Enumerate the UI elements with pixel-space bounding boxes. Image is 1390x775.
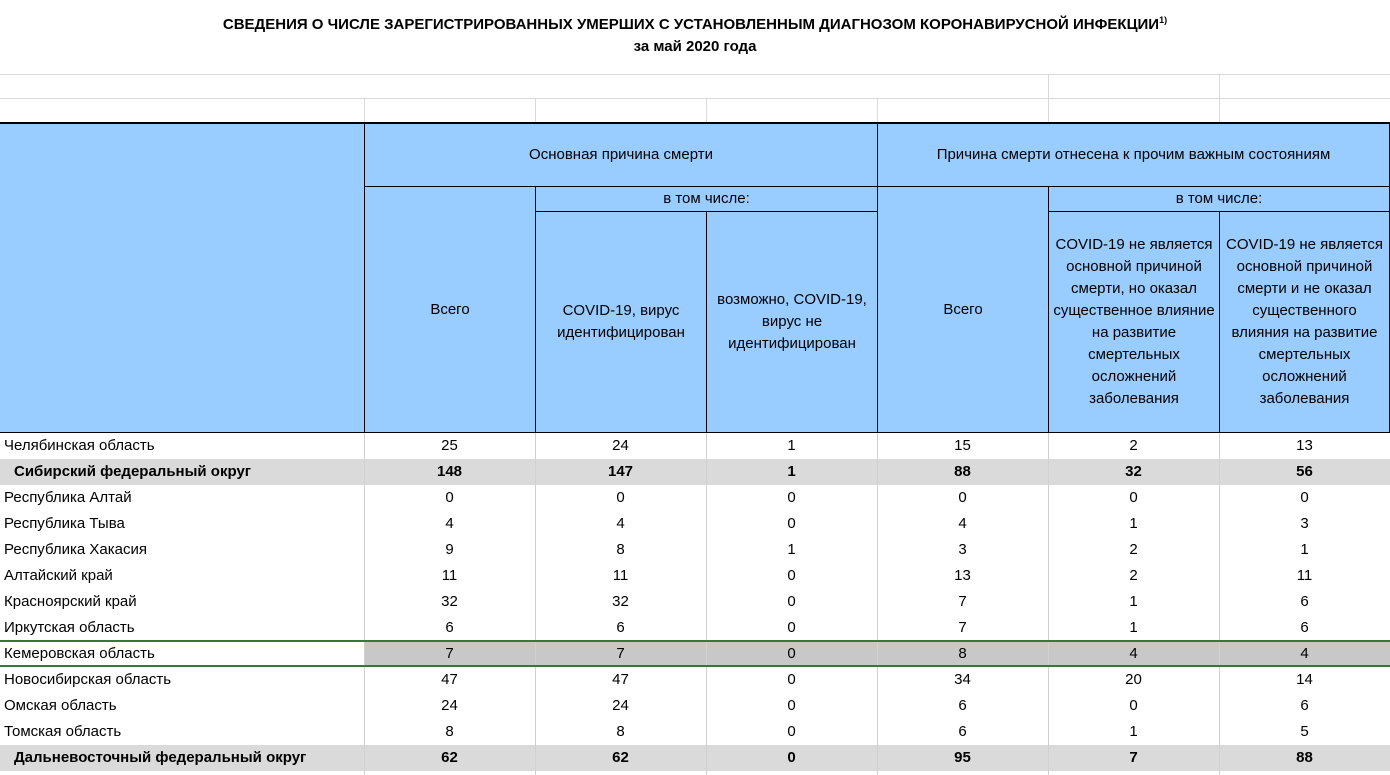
header-group-other-conditions: Причина смерти отнесена к прочим важным состояниям [877,122,1390,187]
value-cell[interactable]: 1 [1129,515,1138,532]
value-cell[interactable]: 8 [877,641,1048,667]
value-cell[interactable]: 6 [1300,619,1309,636]
row-selection-top [0,640,1390,642]
value-cell[interactable]: 95 [954,749,971,766]
value-cell[interactable]: 0 [706,641,877,667]
value-cell[interactable]: 62 [612,749,629,766]
value-cell[interactable]: 7 [958,619,967,636]
value-cell[interactable]: 47 [441,671,458,688]
region-name[interactable]: Республика Алтай [4,489,132,506]
value-cell[interactable]: 148 [436,463,463,480]
value-cell[interactable]: 1 [1129,593,1138,610]
value-cell[interactable]: 14 [1296,671,1313,688]
value-cell[interactable]: 88 [1296,749,1313,766]
grid-line [877,98,878,123]
region-name[interactable]: Иркутская область [4,619,135,636]
column-separator [877,433,878,775]
table-row[interactable] [0,511,1390,537]
column-separator [1048,433,1049,775]
header-col-total-main: Всего [364,186,536,433]
value-cell[interactable]: 2 [1129,437,1138,454]
value-cell[interactable]: 6 [616,619,625,636]
table-row[interactable] [0,641,1390,667]
value-cell[interactable]: 0 [1129,489,1138,506]
district-row[interactable] [0,459,1390,485]
value-cell[interactable]: 0 [787,671,796,688]
table-row[interactable] [0,433,1390,459]
grid-line [1048,74,1049,123]
table-row[interactable] [0,693,1390,719]
value-cell[interactable]: 0 [445,489,454,506]
value-cell[interactable]: 1 [787,437,796,454]
value-cell[interactable]: 62 [441,749,458,766]
value-cell[interactable]: 0 [787,489,796,506]
value-cell[interactable]: 15 [954,437,971,454]
table-row[interactable] [0,537,1390,563]
region-name[interactable]: Челябинская область [4,437,155,454]
value-cell[interactable]: 4 [1048,641,1219,667]
value-cell[interactable]: 5 [1300,723,1309,740]
value-cell[interactable]: 56 [1296,463,1313,480]
value-cell[interactable]: 0 [787,567,796,584]
value-cell[interactable]: 4 [445,515,454,532]
value-cell[interactable]: 0 [787,515,796,532]
grid-line [706,98,707,123]
region-name[interactable]: Томская область [4,723,122,740]
row-selection-bottom [0,665,1390,667]
value-cell[interactable]: 1 [787,463,796,480]
value-cell[interactable]: 3 [958,541,967,558]
region-name[interactable]: Кемеровская область [4,645,155,662]
value-cell[interactable]: 0 [787,619,796,636]
header-col-covid-not-main-influenced: COVID-19 не является основной причиной смерти, но оказал существенное влияние на развитие смертельных осложнений заболевания [1048,211,1220,433]
value-cell[interactable]: 7 [535,641,706,667]
table-row[interactable] [0,485,1390,511]
column-separator [535,433,536,775]
region-name[interactable]: Омская область [4,697,117,714]
value-cell[interactable]: 2 [1129,541,1138,558]
grid-line [1219,74,1220,123]
value-cell[interactable]: 24 [612,437,629,454]
value-cell[interactable]: 24 [612,697,629,714]
value-cell[interactable]: 147 [607,463,634,480]
table-row[interactable] [0,667,1390,693]
value-cell[interactable]: 20 [1125,671,1142,688]
value-cell[interactable]: 1 [1129,619,1138,636]
value-cell[interactable]: 25 [441,437,458,454]
table-row[interactable] [0,589,1390,615]
district-row[interactable] [0,745,1390,771]
table-row[interactable] [0,719,1390,745]
value-cell[interactable]: 9 [445,541,454,558]
value-cell[interactable]: 7 [958,593,967,610]
grid-line [0,98,1390,99]
value-cell[interactable]: 13 [954,567,971,584]
value-cell[interactable]: 8 [445,723,454,740]
report-period: за май 2020 года [633,38,757,55]
header-including-main: в том числе: [535,186,878,212]
value-cell[interactable]: 6 [958,723,967,740]
value-cell[interactable]: 7 [364,641,535,667]
region-name[interactable]: Сибирский федеральный округ [14,463,252,480]
value-cell[interactable]: 0 [958,489,967,506]
region-name[interactable]: Алтайский край [4,567,113,584]
value-cell[interactable]: 0 [616,489,625,506]
value-cell[interactable]: 3 [1300,515,1309,532]
value-cell[interactable]: 47 [612,671,629,688]
value-cell[interactable]: 6 [958,697,967,714]
table-row[interactable] [0,615,1390,641]
table-row[interactable] [0,563,1390,589]
value-cell[interactable]: 1 [1129,723,1138,740]
header-corner [0,122,365,433]
value-cell[interactable]: 0 [1129,697,1138,714]
value-cell[interactable]: 88 [954,463,971,480]
grid-line [535,98,536,123]
report-title: СВЕДЕНИЯ О ЧИСЛЕ ЗАРЕГИСТРИРОВАННЫХ УМЕРШИХ С УСТАНОВЛЕННЫМ ДИАГНОЗОМ КОРОНАВИРУСНОЙ ИНФЕКЦИИ$^{1)}$ [222,15,1168,33]
value-cell[interactable]: 0 [1300,489,1309,506]
value-cell[interactable]: 6 [1300,697,1309,714]
value-cell[interactable]: 0 [787,723,796,740]
header-col-covid-identified: COVID-19, вирус идентифицирован [535,211,707,433]
region-name[interactable]: Республика Тыва [4,515,125,532]
value-cell[interactable]: 11 [441,567,458,584]
value-cell[interactable]: 11 [1296,567,1313,584]
value-cell[interactable]: 0 [787,697,796,714]
value-cell[interactable]: 8 [616,541,625,558]
region-name[interactable]: Новосибирская область [4,671,172,688]
column-separator [364,433,365,775]
column-separator [706,433,707,775]
value-cell[interactable]: 1 [787,541,796,558]
value-cell[interactable]: 4 [616,515,625,532]
header-col-covid-possible: возможно, COVID-19, вирус не идентифицирован [706,211,878,433]
value-cell[interactable]: 0 [787,749,796,766]
header-col-covid-not-main-not-influenced: COVID-19 не является основной причиной смерти и не оказал существенного влияния на развитие смертельных осложнений заболевания [1219,211,1390,433]
value-cell[interactable]: 6 [445,619,454,636]
value-cell[interactable]: 2 [1129,567,1138,584]
value-cell[interactable]: 7 [1129,749,1138,766]
header-group-main-cause: Основная причина смерти [364,122,878,187]
header-including-other: в том числе: [1048,186,1390,212]
grid-line [364,98,365,123]
value-cell[interactable]: 32 [612,593,629,610]
value-cell[interactable]: 24 [441,697,458,714]
value-cell[interactable]: 1 [1300,541,1309,558]
footnote-mark: 1) [1159,15,1168,25]
value-cell[interactable]: 32 [1125,463,1142,480]
region-name[interactable]: Красноярский край [4,593,137,610]
header-col-total-other: Всего [877,186,1049,433]
region-name[interactable]: Дальневосточный федеральный округ [14,749,307,766]
value-cell[interactable]: 4 [958,515,967,532]
grid-line [0,74,1390,75]
value-cell[interactable]: 8 [616,723,625,740]
value-cell[interactable]: 34 [954,671,971,688]
value-cell[interactable]: 32 [441,593,458,610]
value-cell[interactable]: 4 [1219,641,1390,667]
column-separator [1219,433,1220,775]
value-cell[interactable]: 0 [787,593,796,610]
value-cell[interactable]: 13 [1296,437,1313,454]
value-cell[interactable]: 6 [1300,593,1309,610]
value-cell[interactable]: 11 [612,567,629,584]
region-name[interactable]: Республика Хакасия [4,541,148,558]
